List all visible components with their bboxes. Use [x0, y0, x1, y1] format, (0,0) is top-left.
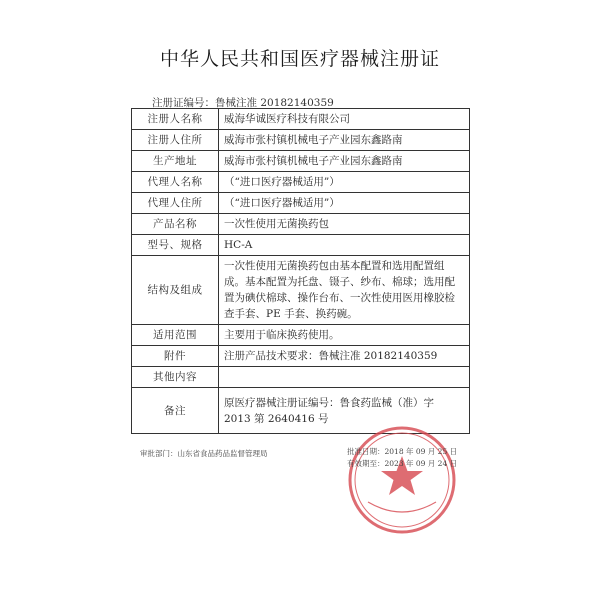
table-row: [132, 214, 470, 235]
row-value: 一次性使用无菌换药包: [219, 214, 470, 235]
certificate-title: 中华人民共和国医疗器械注册证: [159, 48, 440, 70]
row-value: 威海市张村镇机械电子产业园东鑫路南: [219, 151, 470, 172]
official-seal: [344, 422, 460, 538]
row-key: 附件: [132, 346, 219, 367]
row-key: 其他内容: [132, 367, 219, 388]
row-key: 注册人住所: [132, 130, 219, 151]
row-key: 适用范围: [132, 325, 219, 346]
row-key: 生产地址: [132, 151, 219, 172]
table-row: [132, 151, 470, 172]
row-value: HC-A: [219, 235, 470, 256]
row-value: 主要用于临床换药使用。: [219, 325, 470, 346]
table-row: [132, 256, 470, 325]
row-value: 威海市张村镇机械电子产业园东鑫路南: [219, 130, 470, 151]
table-row: [132, 130, 470, 151]
table-row: [132, 235, 470, 256]
row-value: 一次性使用无菌换药包由基本配置和选用配置组成。基本配置为托盘、镊子、纱布、棉球；选用配置为碘伏棉球、操作台布、一次性使用医用橡胶检查手套、PE 手套、换药碗。: [219, 256, 470, 325]
row-value: （“进口医疗器械适用”）: [219, 193, 470, 214]
row-value: 注册产品技术要求：鲁械注准 20182140359: [219, 346, 470, 367]
table-row: [132, 172, 470, 193]
table-row: [132, 193, 470, 214]
row-key: 注册人名称: [132, 109, 219, 130]
valid-until-date: 有效期至：2023 年 09 月 24 日: [347, 459, 458, 468]
table-row: [132, 346, 470, 367]
row-value: 威海华诚医疗科技有限公司: [219, 109, 470, 130]
approval-dates: [347, 446, 457, 470]
row-key: 代理人名称: [132, 172, 219, 193]
row-key: 产品名称: [132, 214, 219, 235]
row-key: 代理人住所: [132, 193, 219, 214]
registration-number: 注册证编号：鲁械注准 20182140359: [152, 97, 334, 109]
approval-date: 批准日期：2018 年 09 月 25 日: [347, 447, 458, 456]
table-row: [132, 109, 470, 130]
row-value: 原医疗器械注册证编号：鲁食药监械（准）字 2013 第 2640416 号: [219, 388, 470, 434]
approval-authority: 审批部门：山东省食品药品监督管理局: [140, 449, 268, 458]
row-key: 型号、规格: [132, 235, 219, 256]
row-value: （“进口医疗器械适用”）: [219, 172, 470, 193]
table-row: [132, 325, 470, 346]
certificate-table: [131, 108, 470, 434]
row-key: 结构及组成: [132, 256, 219, 325]
row-key: 备注: [132, 388, 219, 434]
table-row: [132, 367, 470, 388]
row-value: [219, 367, 470, 388]
